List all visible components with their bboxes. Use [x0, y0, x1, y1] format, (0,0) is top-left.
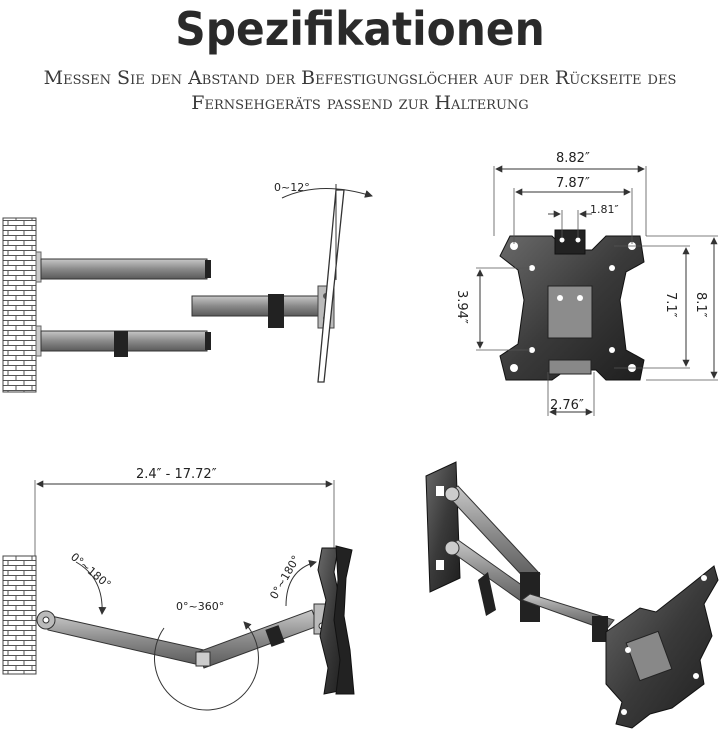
brick-wall-bottom [3, 556, 36, 674]
perspective-view [426, 462, 718, 728]
swivel-tv-label: 0°~180° [267, 553, 303, 602]
upper-arm [41, 259, 207, 279]
dim-bottom-gap: 2.76″ [550, 398, 584, 413]
plate-view [454, 151, 718, 416]
page-title: Spezifikationen [175, 2, 545, 56]
subtitle-line-1: Messen Sie den Abstand der Befestigungslöcher auf der Rückseite des [43, 67, 677, 89]
subtitle-line-2: Fernsehgeräts passend zur Halterung [191, 92, 529, 114]
front-arm [192, 296, 320, 316]
dim-top-gap: 1.81″ [590, 203, 619, 216]
dim-height-outer: 8.1″ [693, 292, 708, 318]
tilt-label: 0~12° [274, 181, 310, 194]
brick-wall-top [3, 218, 36, 392]
inner-arm [42, 614, 204, 666]
dim-height-inner: 7.1″ [663, 292, 678, 318]
extension-range: 2.4″ - 17.72″ [136, 467, 217, 482]
side-view [3, 181, 372, 392]
dim-width-inner: 7.87″ [556, 176, 590, 191]
top-view [3, 467, 354, 710]
swivel-middle-label: 0°~360° [176, 600, 225, 613]
dim-height-left: 3.94″ [454, 290, 469, 324]
wall-plate [426, 462, 460, 592]
swivel-wall-label: 0°~180° [68, 550, 114, 592]
dim-width-outer: 8.82″ [556, 151, 590, 166]
